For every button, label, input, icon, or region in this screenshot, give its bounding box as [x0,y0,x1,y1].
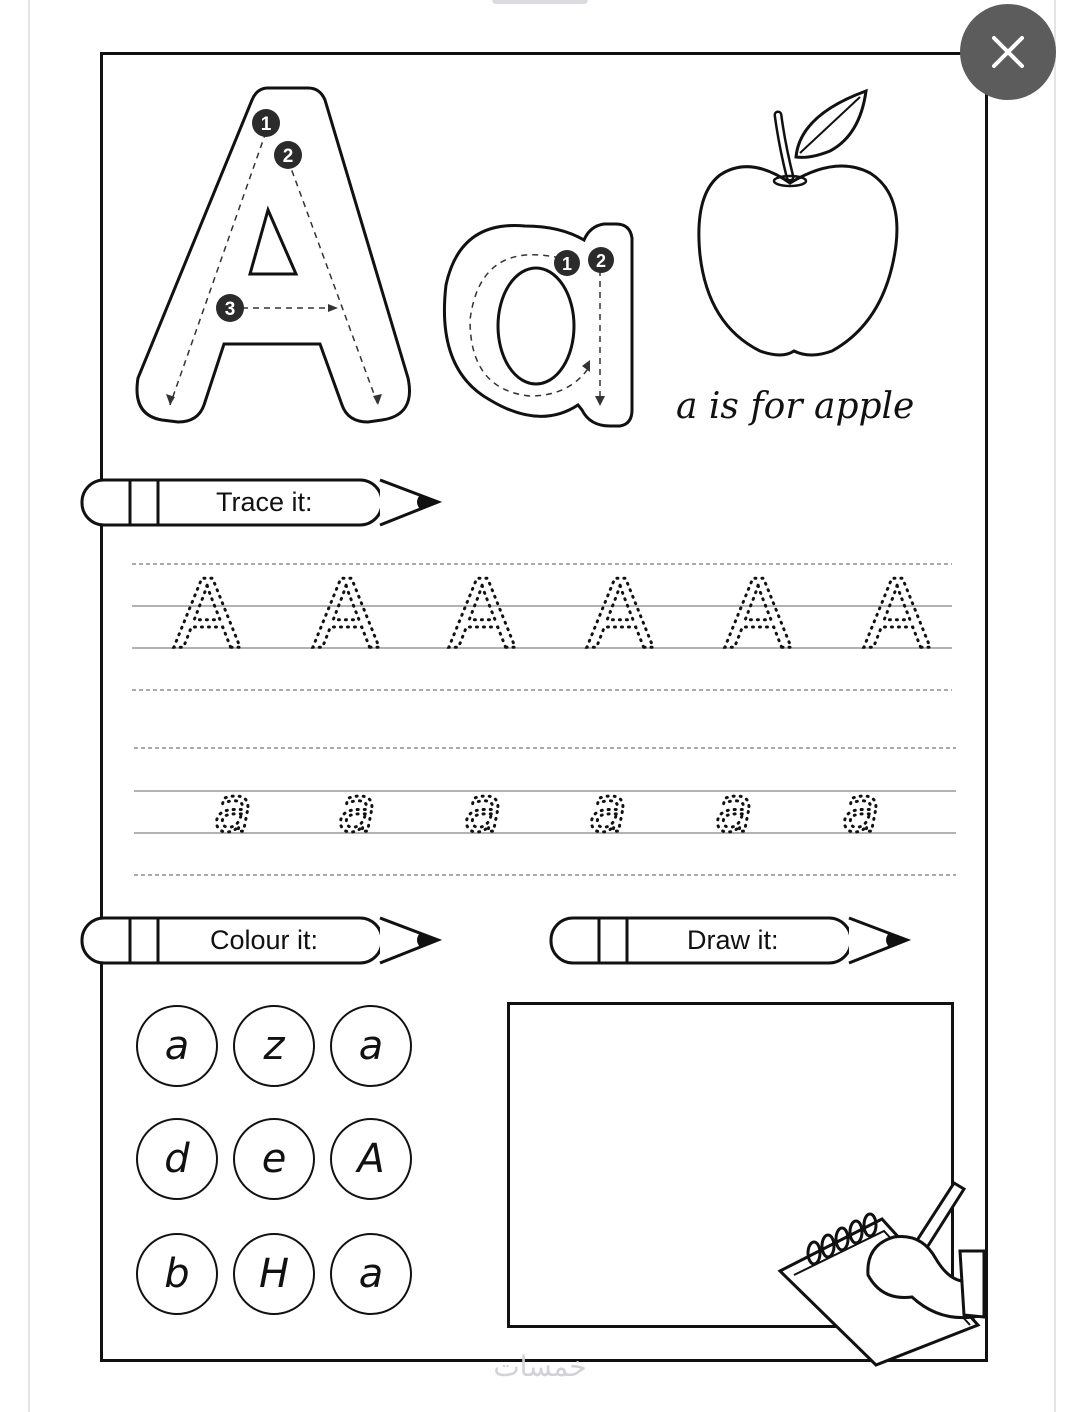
colour-circle[interactable]: a [330,1233,412,1315]
dotted-uppercase-letter: A [586,557,654,669]
stroke-number: 3 [224,299,236,320]
viewer-edge-left [28,0,30,1412]
trace-it-label: Trace it: [216,487,313,517]
colour-circle[interactable]: b [136,1233,218,1315]
stroke-number: 1 [260,114,272,135]
stroke-number: 2 [595,251,607,271]
colour-circle[interactable]: a [136,1005,218,1087]
dotted-uppercase-letter: A [173,557,241,669]
colour-circle[interactable]: e [233,1118,315,1200]
close-button[interactable] [960,4,1056,100]
dotted-uppercase-letter: A [448,557,516,669]
stroke-number: 2 [282,146,294,167]
hand-writing-notebook-icon [772,1175,986,1371]
drag-handle[interactable] [492,0,588,4]
colour-circle[interactable]: A [330,1118,412,1200]
dotted-lowercase-letter: a [464,773,502,846]
dotted-letter-group [174,557,931,846]
colour-circle[interactable]: H [233,1233,315,1315]
viewer-edge-right [1054,0,1056,1412]
apple-icon [690,85,910,365]
dotted-uppercase-letter: A [724,557,792,669]
tracing-area [130,555,960,885]
dotted-uppercase-letter: A [312,557,380,669]
dotted-lowercase-letter: a [338,773,376,846]
stroke-number: 1 [561,254,573,274]
colour-circle[interactable]: a [330,1005,412,1087]
colour-circle[interactable]: d [136,1118,218,1200]
watermark: خمسات [493,1350,587,1383]
dotted-lowercase-letter: a [214,773,252,846]
dotted-uppercase-letter: A [863,557,931,669]
tagline: a is for apple [676,386,915,427]
draw-it-label: Draw it: [687,925,779,955]
dotted-lowercase-letter: a [589,773,627,846]
colour-it-label: Colour it: [210,925,319,955]
stroke-number-badges [120,70,660,450]
colour-circle[interactable]: z [233,1005,315,1087]
close-icon [991,35,1025,69]
dotted-lowercase-letter: a [842,773,880,846]
dotted-lowercase-letter: a [715,773,753,846]
